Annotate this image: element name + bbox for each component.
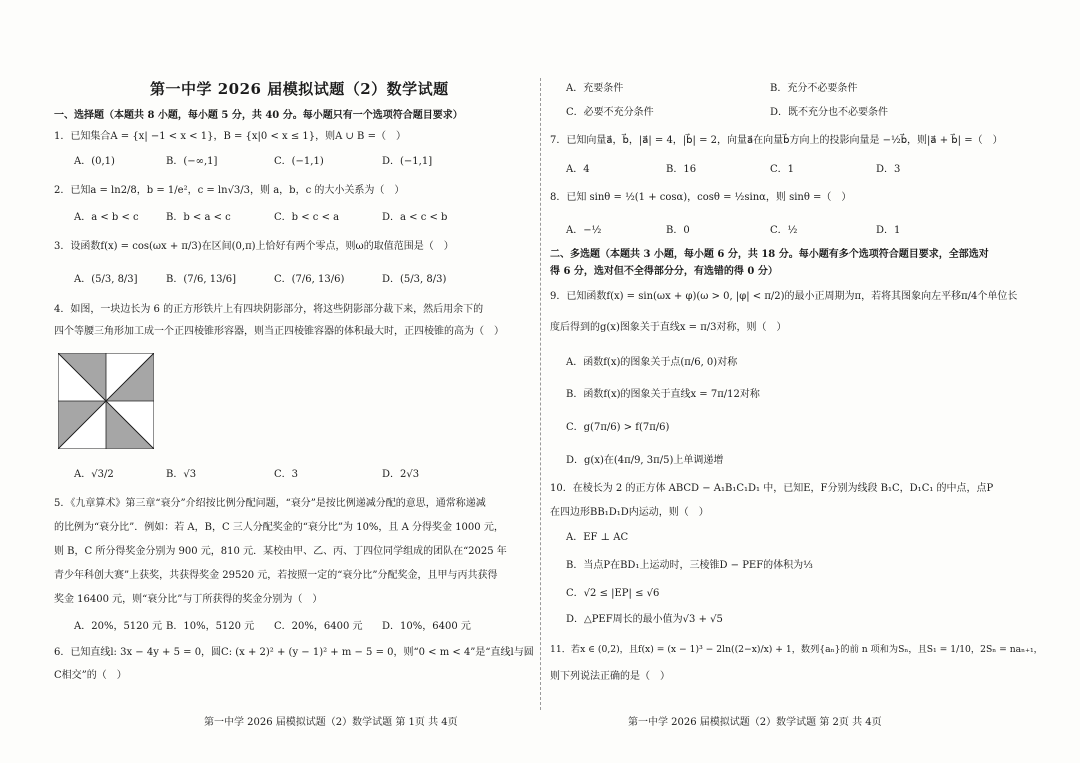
q10-option-d: D．△PEF周长的最小值为√3 + √5 bbox=[566, 614, 723, 625]
q4-option-a: A．√3/2 bbox=[74, 469, 114, 480]
q3-option-d: D．(5/3, 8/3) bbox=[382, 274, 447, 285]
q8-option-b: B．0 bbox=[666, 225, 690, 236]
q6-option-c: C．必要不充分条件 bbox=[566, 107, 654, 118]
question-6-line-2: C相交”的（ ） bbox=[54, 670, 127, 681]
q5-option-b: B．10%，5120 元 bbox=[166, 621, 255, 632]
q3-option-a: A．(5/3, 8/3] bbox=[74, 274, 138, 285]
q8-option-a: A．−½ bbox=[566, 225, 602, 236]
q7-option-c: C．1 bbox=[770, 164, 795, 175]
q3-option-c: C．(7/6, 13/6) bbox=[274, 274, 345, 285]
question-8: 8．已知 sinθ = ½(1 + cosα)，cosθ = ½sinα，则 sinθ =（ ） bbox=[550, 192, 852, 203]
q8-option-d: D．1 bbox=[876, 225, 901, 236]
q1-option-c: C．(−1,1) bbox=[274, 156, 324, 167]
q9-option-c: C．g(7π/6) > f(7π/6) bbox=[566, 422, 670, 433]
q10-option-c: C．√2 ≤ |EP| ≤ √6 bbox=[566, 588, 660, 599]
q4-option-d: D．2√3 bbox=[382, 469, 420, 480]
square-sheet-figure bbox=[58, 353, 154, 449]
question-5-line-5: 奖金 16400 元，则“衰分比”与丁所获得的奖金分别为（ ） bbox=[54, 594, 323, 605]
q10-option-a: A．EF ⊥ AC bbox=[566, 532, 629, 543]
q4-option-b: B．√3 bbox=[166, 469, 197, 480]
question-5-line-4: 青少年科创大赛”上获奖，共获得奖金 29520 元，若按照一定的“衰分比”分配奖金，且甲与丙共获得 bbox=[54, 570, 498, 581]
q10-option-b: B．当点P在BD₁上运动时，三棱锥D − PEF的体积为⅓ bbox=[566, 560, 813, 571]
left-page-footer: 第一中学 2026 届模拟试题（2）数学试题 第 1页 共 4页 bbox=[204, 717, 458, 728]
q6-option-d: D．既不充分也不必要条件 bbox=[770, 107, 889, 118]
q3-option-b: B．(7/6, 13/6] bbox=[166, 274, 237, 285]
q2-option-c: C．b < c < a bbox=[274, 212, 340, 223]
q5-option-c: C．20%，6400 元 bbox=[274, 621, 363, 632]
question-5-line-1: 5．《九章算术》第三章“衰分”介绍按比例分配问题，“衰分”是按比例递减分配的意思，通常称递减 bbox=[54, 498, 486, 509]
question-10-line-1: 10．在棱长为 2 的正方体 ABCD − A₁B₁C₁D₁ 中，已知E，F分别为线段 B₁C，D₁C₁ 的中点，点P bbox=[550, 483, 994, 494]
question-7: 7．已知向量a⃗，b⃗，|a⃗| = 4，|b⃗| = 2，向量a⃗在向量b⃗方向上的投影向量是 −½b⃗，则|a⃗ + b⃗| =（ ） bbox=[550, 135, 1003, 146]
section-multi-heading-line-2: 得 6 分，选对但不全得部分分，有选错的得 0 分） bbox=[550, 266, 778, 277]
q2-option-d: D．a < c < b bbox=[382, 212, 448, 223]
question-5-line-3: 则 B，C 所分得奖金分别为 900 元，810 元．某校由甲、乙、丙、丁四位同学组成的团队在“2025 年 bbox=[54, 546, 507, 557]
q1-option-b: B．(−∞,1] bbox=[166, 156, 218, 167]
q1-option-d: D．(−1,1] bbox=[382, 156, 433, 167]
q7-option-b: B．16 bbox=[666, 164, 697, 175]
question-6-line-1: 6．已知直线l: 3x − 4y + 5 = 0，圆C: (x + 2)² + (y − 1)² + m − 5 = 0，则“0 < m < 4”是“直线l与圆 bbox=[54, 647, 534, 658]
q6-option-a: A．充要条件 bbox=[566, 83, 624, 94]
q9-option-b: B．函数f(x)的图象关于直线x = 7π/12对称 bbox=[566, 389, 760, 400]
q8-option-c: C．½ bbox=[770, 225, 798, 236]
page-title: 第一中学 2026 届模拟试题（2）数学试题 bbox=[150, 80, 449, 98]
question-11-line-2: 则下列说法正确的是（ ） bbox=[550, 671, 670, 682]
q5-option-a: A．20%，5120 元 bbox=[74, 621, 163, 632]
right-page-footer: 第一中学 2026 届模拟试题（2）数学试题 第 2页 共 4页 bbox=[628, 717, 882, 728]
question-9-line-1: 9．已知函数f(x) = sin(ωx + φ)(ω > 0, |φ| < π/2)的最小正周期为π，若将其图象向左平移π/4个单位长 bbox=[550, 291, 1018, 302]
question-9-line-2: 度后得到的g(x)图象关于直线x = π/3对称，则（ ） bbox=[550, 322, 787, 333]
question-2: 2．已知a = ln2/8，b = 1/e²，c = ln√3/3，则 a，b，c 的大小关系为（ ） bbox=[54, 185, 405, 196]
q7-option-d: D．3 bbox=[876, 164, 901, 175]
q9-option-a: A．函数f(x)的图象关于点(π/6, 0)对称 bbox=[566, 357, 738, 368]
question-1: 1．已知集合A = {x| −1 < x < 1}，B = {x|0 < x ≤ 1}，则A ∪ B =（ ） bbox=[54, 131, 406, 142]
q7-option-a: A．4 bbox=[566, 164, 590, 175]
q4-option-c: C．3 bbox=[274, 469, 299, 480]
q9-option-d: D．g(x)在(4π/9, 3π/5)上单调递增 bbox=[566, 455, 724, 466]
q6-option-b: B．充分不必要条件 bbox=[770, 83, 858, 94]
q1-option-a: A．(0,1) bbox=[74, 156, 115, 167]
question-3: 3．设函数f(x) = cos(ωx + π/3)在区间(0,π)上恰好有两个零点，则ω的取值范围是（ ） bbox=[54, 241, 454, 252]
question-4-line-2: 四个等腰三角形加工成一个正四棱锥形容器，则当正四棱锥容器的体积最大时，正四棱锥的高为（ ） bbox=[54, 326, 504, 337]
question-5-line-2: 的比例为“衰分比”．例如：若 A，B，C 三人分配奖金的“衰分比”为 10%，且 A 分得奖金 1000 元， bbox=[54, 522, 504, 533]
page-divider bbox=[540, 78, 541, 710]
section-choice-heading: 一、选择题（本题共 8 小题，每小题 5 分，共 40 分。每小题只有一个选项符合题目要求） bbox=[54, 110, 463, 121]
question-10-line-2: 在四边形BB₁D₁D内运动，则（ ） bbox=[550, 507, 709, 518]
q2-option-a: A．a < b < c bbox=[74, 212, 139, 223]
question-4-line-1: 4．如图，一块边长为 6 的正方形铁片上有四块阴影部分，将这些阴影部分裁下来，然后用余下的 bbox=[54, 304, 484, 315]
section-multi-heading-line-1: 二、多选题（本题共 3 小题，每小题 6 分，共 18 分。每小题有多个选项符合题目要求，全部选对 bbox=[550, 249, 989, 260]
question-11-line-1: 11．若x ∈ (0,2)，且f(x) = (x − 1)³ − 2ln((2−x)/x) + 1，数列{aₙ}的前 n 项和为Sₙ，且S₁ = 1/10，2Sₙ = naₙ₊₁， bbox=[550, 644, 1043, 655]
q2-option-b: B．b < a < c bbox=[166, 212, 231, 223]
q5-option-d: D．10%，6400 元 bbox=[382, 621, 471, 632]
